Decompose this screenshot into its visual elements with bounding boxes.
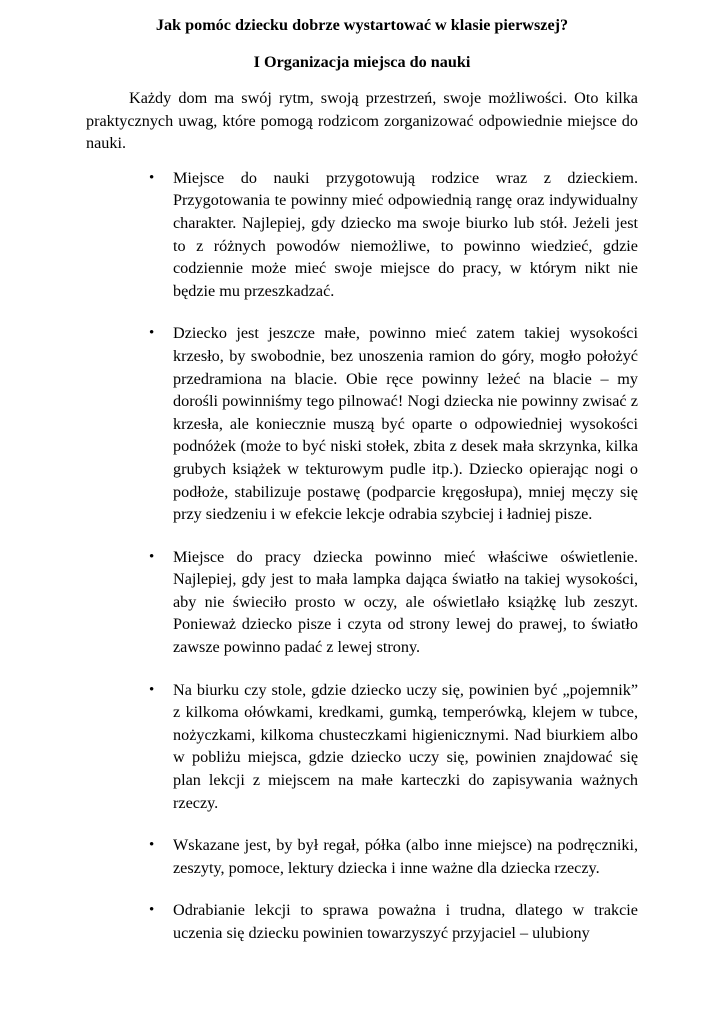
document-title: Jak pomóc dziecku dobrze wystartować w klasie pierwszej? [155,16,569,34]
list-item-text: Dziecko jest jeszcze małe, powinno mieć zatem takiej wysokości krzesło, by swobodnie, bez unoszenia ramion do góry, mogło położyć przedramiona na blacie. Obie ręce powinny leżeć na blacie – my dorośli powinniśmy tego pilnować! Nogi dziecka nie powinny zwisać z krzesła, ale koniecznie muszą być oparte o odpowiedniej wysokości podnóżek (może to być niski stołek, zbita z desek mała skrzynka, kilka grubych książek w tekturowym pudle itp.). Dziecko opierając nogi o podłoże, stabilizuje postawę (podparcie kręgosłupa), mniej męczy się przy siedzeniu i w efekcie lekcje odrabia szybciej i ładniej pisze. [173,324,638,524]
bullet-icon: • [149,169,155,186]
list-item [86,546,638,659]
list-item [86,322,638,525]
list-item [86,834,638,879]
list-item [86,679,638,815]
list-item-text: Odrabianie lekcji to sprawa poważna i trudna, dlatego w trakcie uczenia się dziecku powinien towarzyszyć przyjaciel – ulubiony [173,901,638,942]
bullet-icon: • [149,325,155,342]
list-item [86,899,638,944]
list-item-text: Miejsce do nauki przygotowują rodzice wraz z dzieckiem. Przygotowania te powinny mieć odpowiednią rangę oraz indywidualny charakter. Najlepiej, gdy dziecko ma swoje biurko lub stół. Jeżeli jest to z różnych powodów niemożliwe, to powinno wiedzieć, gdzie codziennie może mieć swoje miejsce do pracy, w którym nikt nie będzie mu przeszkadzać. [173,168,638,300]
list-item-text: Miejsce do pracy dziecka powinno mieć właściwe oświetlenie. Najlepiej, gdy jest to mała lampka dająca światło na takiej wysokości, aby nie świeciło prosto w oczy, ale oświetlało książkę lub zeszyt. Ponieważ dziecko pisze i czyta od strony lewej do prawej, to światło zawsze powinno padać z lewej strony. [173,547,638,657]
list-item [86,167,638,303]
document-page [86,14,638,965]
bullet-icon: • [149,681,155,698]
bullet-icon: • [149,902,155,919]
intro-paragraph: Każdy dom ma swój rytm, swoją przestrzeń, swoje możliwości. Oto kilka praktycznych uwag, które pomogą rodzicom zorganizować odpowiednie miejsce do nauki. [86,89,638,153]
bullet-list [86,167,638,945]
list-item-text: Na biurku czy stole, gdzie dziecko uczy się, powinien być „pojemnik” z kilkoma ołówkami, kredkami, gumką, temperówką, klejem w tubce, nożyczkami, kilkoma chusteczkami higienicznymi. Nad biurkiem albo w pobliżu miejsca, gdzie dziecko uczy się, powinien znajdować się plan lekcji z miejscem na małe karteczki do zapisywania ważnych rzeczy. [173,680,638,812]
bullet-icon: • [149,548,155,565]
list-item-text: Wskazane jest, by był regał, półka (albo inne miejsce) na podręczniki, zeszyty, pomoce, lektury dziecka i inne ważne dla dziecka rzeczy. [173,836,638,877]
bullet-icon: • [149,837,155,854]
section-title: I Organizacja miejsca do nauki [253,53,471,71]
